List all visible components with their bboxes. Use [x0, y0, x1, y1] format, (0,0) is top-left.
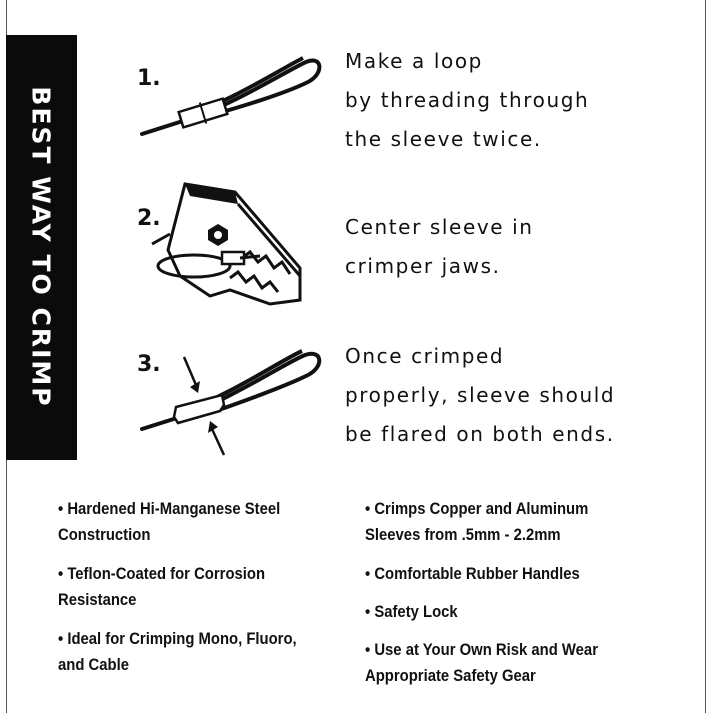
wire-loop-icon — [138, 50, 323, 140]
step-2-text: Center sleeve in crimper jaws. — [345, 215, 534, 278]
step-3-number: 3. — [137, 352, 161, 377]
step-2-number: 2. — [137, 206, 161, 231]
feature-teflon-coated: • Teflon-Coated for Corrosion Resistance — [58, 565, 266, 609]
feature-ideal-for-crimping: • Ideal for Crimping Mono, Fluoro, and Cable — [58, 630, 297, 674]
step-1-number: 1. — [137, 66, 161, 91]
feature-rubber-handles: • Comfortable Rubber Handles — [365, 565, 580, 583]
banner-title: BEST WAY TO CRIMP — [26, 86, 56, 408]
feature-crimps-sleeves: • Crimps Copper and Aluminum Sleeves from .5mm - 2.2mm — [365, 500, 589, 544]
step-1-text: Make a loop by threading through the sleeve twice. — [345, 49, 590, 151]
feature-safety-warning: • Use at Your Own Risk and Wear Appropriate Safety Gear — [365, 641, 598, 685]
crimped-loop-icon — [140, 345, 325, 460]
feature-steel-construction: • Hardened Hi-Manganese Steel Construction — [58, 500, 281, 544]
feature-safety-lock: • Safety Lock — [365, 603, 458, 621]
crimper-jaws-icon — [150, 178, 310, 314]
step-3-text: Once crimped properly, sleeve should be flared on both ends. — [345, 344, 616, 446]
